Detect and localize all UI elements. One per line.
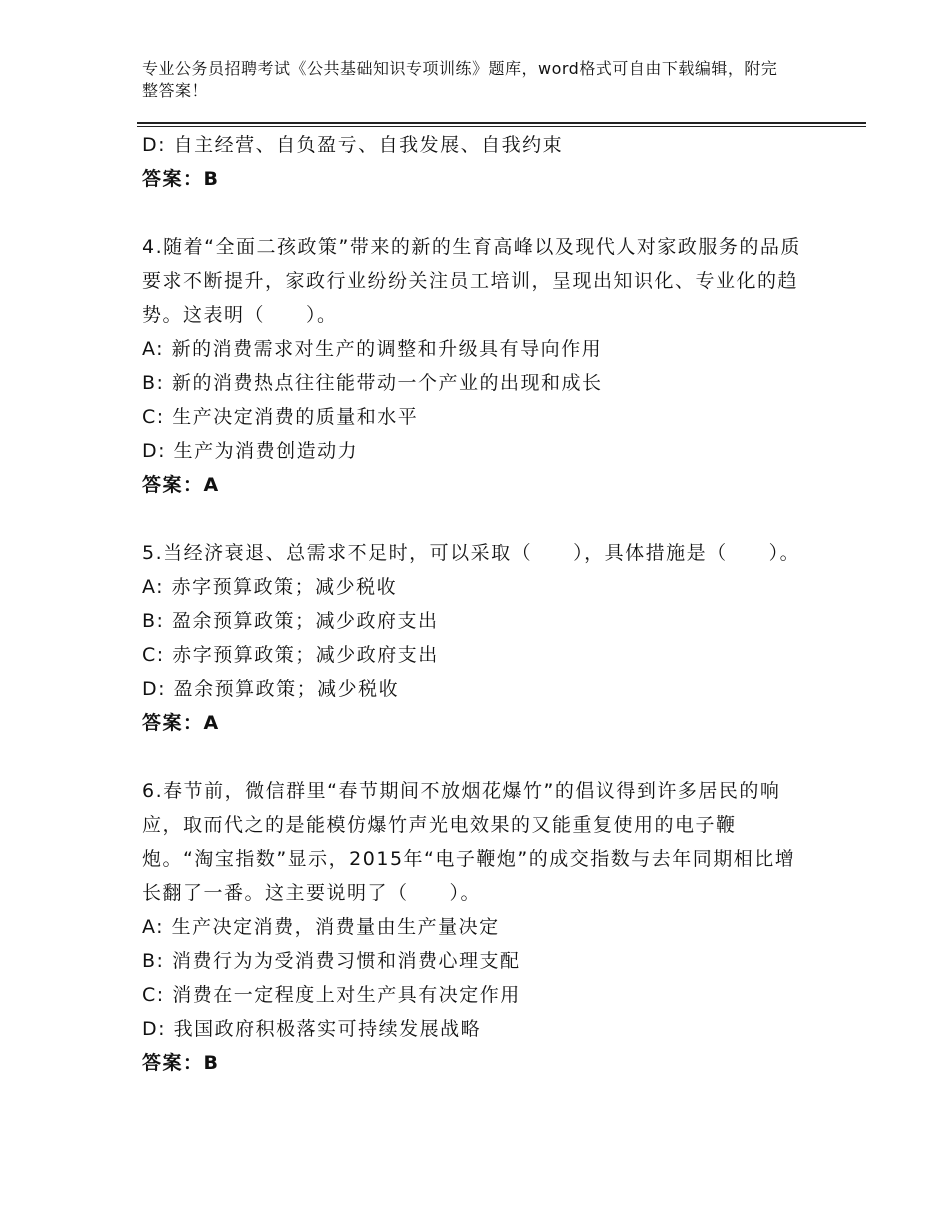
answer-label: 答案：A	[142, 712, 220, 734]
option-b: B: 盈余预算政策；减少政府支出	[142, 610, 439, 632]
option-d: D: 生产为消费创造动力	[142, 440, 359, 462]
option-c: C: 消费在一定程度上对生产具有决定作用	[142, 984, 521, 1006]
option-c: C: 赤字预算政策；减少政府支出	[142, 644, 439, 666]
option-c: C: 生产决定消费的质量和水平	[142, 406, 419, 428]
option-b: B: 消费行为为受消费习惯和消费心理支配	[142, 950, 521, 972]
option-d: D: 盈余预算政策；减少税收	[142, 678, 400, 700]
document-body	[142, 128, 807, 1080]
option-b: B: 新的消费热点往往能带动一个产业的出现和成长	[142, 372, 603, 394]
spacer	[142, 502, 807, 536]
question-5	[142, 536, 807, 740]
question-4	[142, 230, 807, 502]
option-d: D: 自主经营、自负盈亏、自我发展、自我约束	[142, 134, 564, 156]
question-stem: 5.当经济衰退、总需求不足时，可以采取（ ），具体措施是（ ）。	[142, 542, 801, 564]
question-stem: 4.随着“全面二孩政策”带来的新的生育高峰以及现代人对家政服务的品质要求不断提升，家政行业纷纷关注员工培训，呈现出知识化、专业化的趋势。这表明（ ）。	[142, 236, 801, 326]
page-header: 专业公务员招聘考试《公共基础知识专项训练》题库，word格式可自由下载编辑，附完整答案！	[142, 59, 778, 100]
question-stem: 6.春节前，微信群里“春节期间不放烟花爆竹”的倡议得到许多居民的响应，取而代之的是能模仿爆竹声光电效果的又能重复使用的电子鞭炮。“淘宝指数”显示，2015年“电子鞭炮”的成交指数与去年同期相比增长翻了一番。这主要说明了（ ）。	[142, 780, 796, 904]
answer-label: 答案：B	[142, 1052, 220, 1074]
option-a: A: 生产决定消费，消费量由生产量决定	[142, 916, 500, 938]
question-6	[142, 774, 807, 1080]
header-divider-thick	[137, 122, 866, 124]
option-d: D: 我国政府积极落实可持续发展战略	[142, 1018, 482, 1040]
question-3-tail	[142, 128, 807, 196]
spacer	[142, 740, 807, 774]
option-a: A: 赤字预算政策；减少税收	[142, 576, 398, 598]
answer-label: 答案：A	[142, 474, 220, 496]
option-a: A: 新的消费需求对生产的调整和升级具有导向作用	[142, 338, 603, 360]
spacer	[142, 196, 807, 230]
header-divider-thin	[137, 126, 866, 127]
answer-label: 答案：B	[142, 168, 220, 190]
